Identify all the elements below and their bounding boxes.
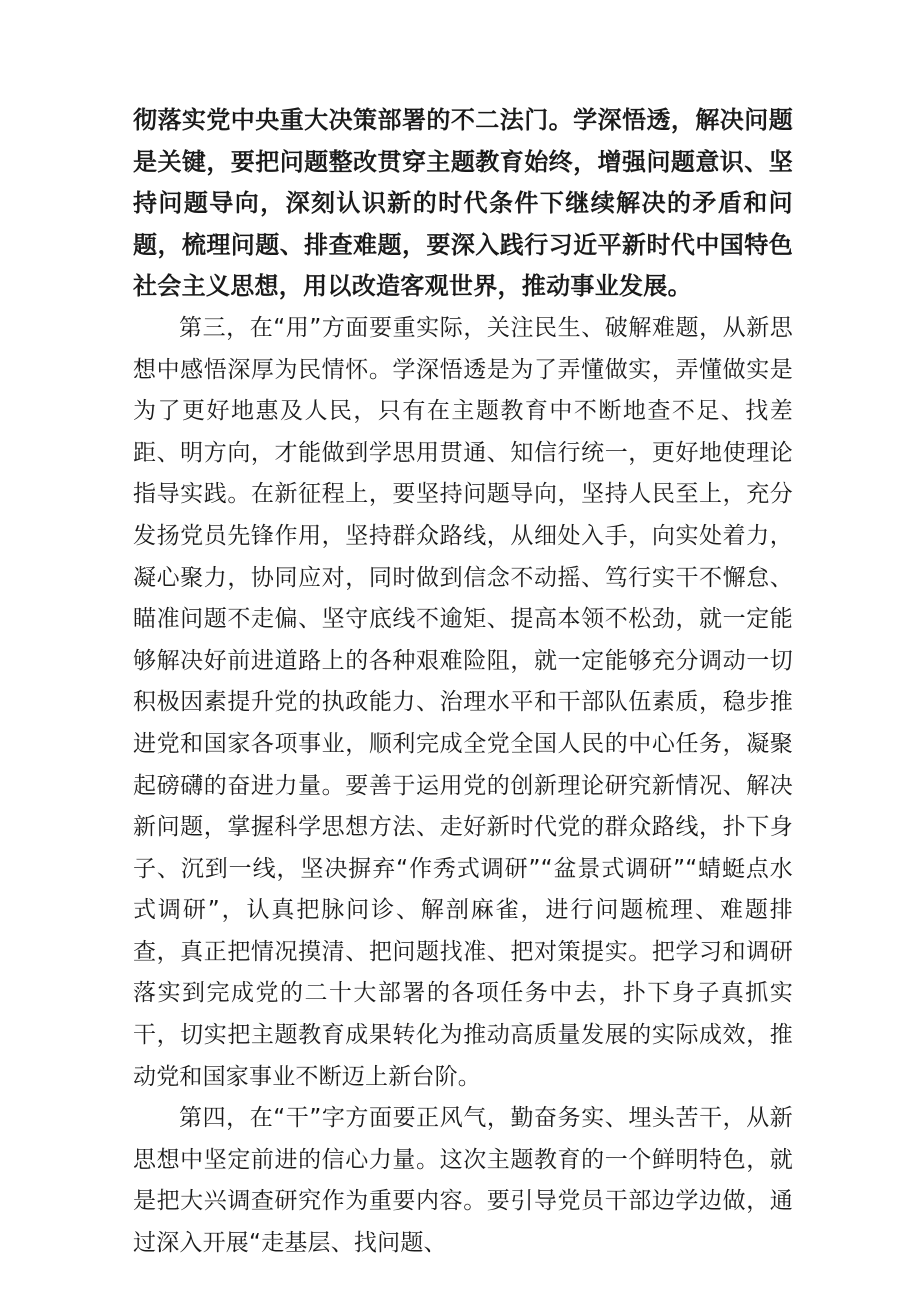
paragraph-continuation: 彻落实党中央重大决策部署的不二法门。学深悟透，解决问题是关键，要把问题整改贯穿主题教育始终，增强问题意识、坚持问题导向，深刻认识新的时代条件下继续解决的矛盾和问题，梳理问题、排查难题，要深入践行习近平新时代中国特色社会主义思想，用以改造客观世界，推动事业发展。 (133, 106, 793, 301)
paragraph-fourth-point: 第四，在“干”字方面要正风气，勤奋务实、埋头苦干，从新思想中坚定前进的信心力量。这次主题教育的一个鲜明特色，就是把大兴调查研究作为重要内容。要引导党员干部边学边做，通过深入开展“走基层、找问题、 (133, 1105, 793, 1257)
paragraph-third-point: 第三，在“用”方面要重实际，关注民生、破解难题，从新思想中感悟深厚为民情怀。学深悟透是为了弄懂做实，弄懂做实是为了更好地惠及人民，只有在主题教育中不断地查不足、找差距、明方向，才能做到学思用贯通、知信行统一，更好地使理论指导实践。在新征程上，要坚持问题导向，坚持人民至上，充分发扬党员先锋作用，坚持群众路线，从细处入手，向实处着力，凝心聚力，协同应对，同时做到信念不动摇、笃行实干不懈怠、瞄准问题不走偏、坚守底线不逾矩、提高本领不松劲，就一定能够解决好前进道路上的各种艰难险阻，就一定能够充分调动一切积极因素提升党的执政能力、治理水平和干部队伍素质，稳步推进党和国家各项事业，顺利完成全党全国人民的中心任务，凝聚起磅礴的奋进力量。要善于运用党的创新理论研究新情况、解决新问题，掌握科学思想方法、走好新时代党的群众路线，扑下身子、沉到一线，坚决摒弃“作秀式调研”“盆景式调研”“蜻蜓点水式调研”，认真把脉问诊、解剖麻雀，进行问题梳理、难题排查，真正把情况摸清、把问题找准、把对策提实。把学习和调研落实到完成党的二十大部署的各项任务中去，扑下身子真抓实干，切实把主题教育成果转化为推动高质量发展的实际成效，推动党和国家事业不断迈上新台阶。 (133, 314, 793, 1090)
document-body (133, 100, 793, 1265)
